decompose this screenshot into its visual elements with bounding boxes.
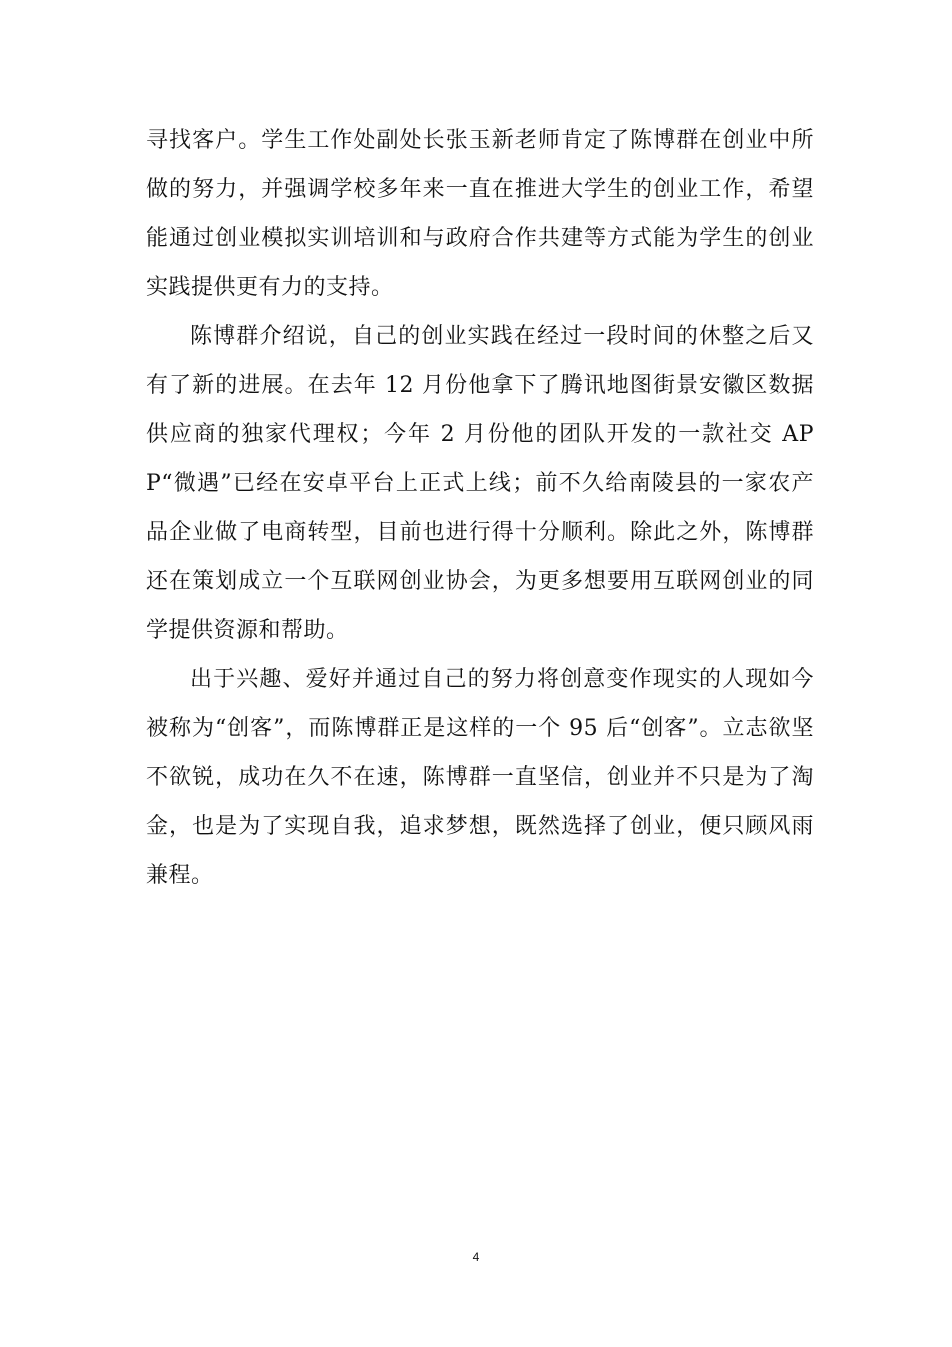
page-number: 4 [472, 1250, 480, 1264]
body-text [146, 116, 814, 900]
paragraph-3: 出于兴趣、爱好并通过自己的努力将创意变作现实的人现如今被称为“创客”，而陈博群正是这样的一个 95 后“创客”。立志欲坚不欲锐，成功在久不在速，陈博群一直坚信，创业并不只是为了淘金，也是为了实现自我，追求梦想，既然选择了创业，便只顾风雨兼程。 [146, 667, 814, 888]
paragraph-1: 寻找客户。学生工作处副处长张玉新老师肯定了陈博群在创业中所做的努力，并强调学校多年来一直在推进大学生的创业工作，希望能通过创业模拟实训培训和与政府合作共建等方式能为学生的创业实践提供更有力的支持。 [146, 128, 814, 300]
paragraph-2: 陈博群介绍说，自己的创业实践在经过一段时间的休整之后又有了新的进展。在去年 12 月份他拿下了腾讯地图街景安徽区数据供应商的独家代理权；今年 2 月份他的团队开发的一款社交 APP“微遇”已经在安卓平台上正式上线；前不久给南陵县的一家农产品企业做了电商转型，目前也进行得十分顺利。除此之外，陈博群还在策划成立一个互联网创业协会，为更多想要用互联网创业的同学提供资源和帮助。 [146, 324, 814, 643]
